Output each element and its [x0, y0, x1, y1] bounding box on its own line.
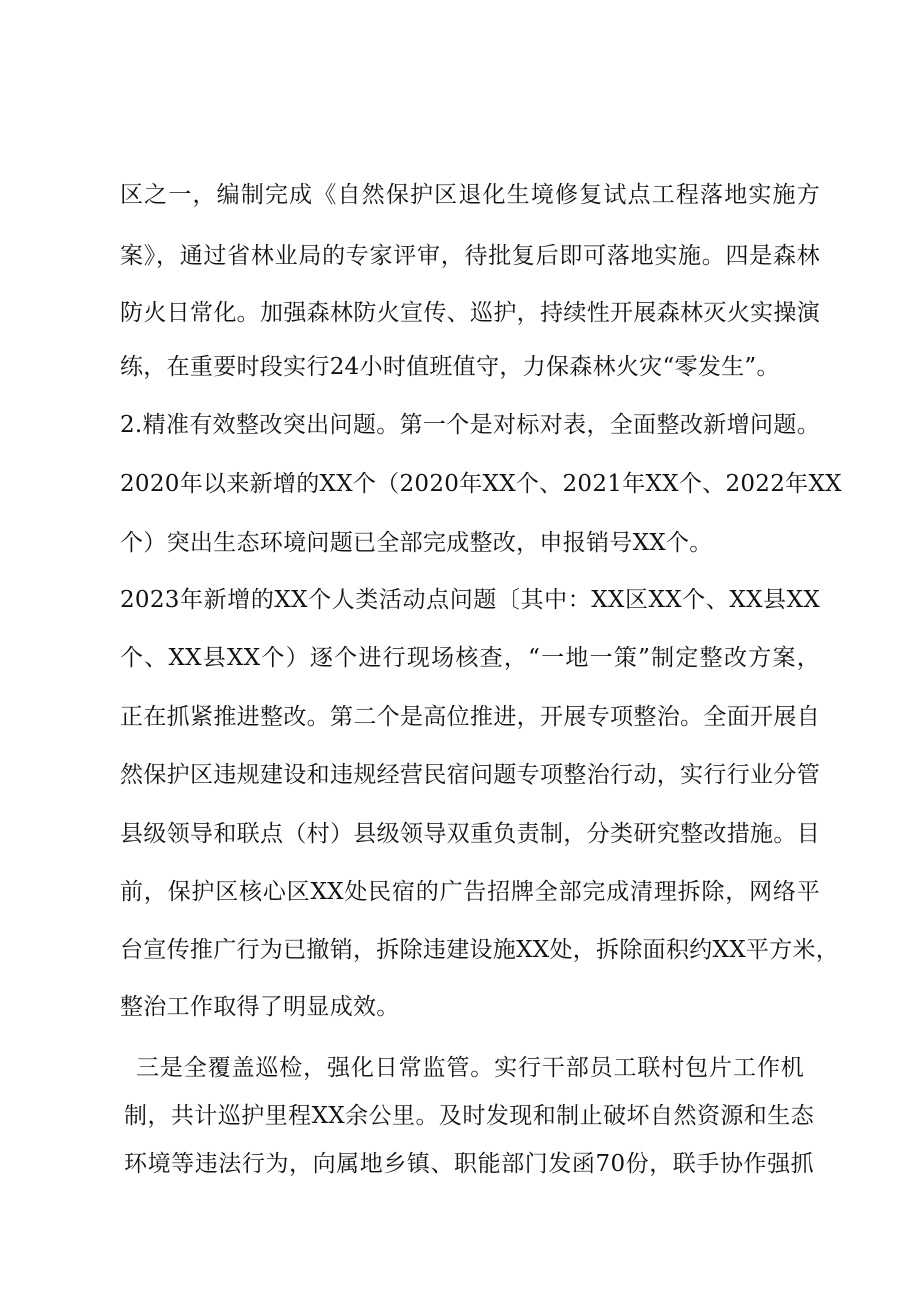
text-line: 前，保护区核心区XX处民宿的广告招牌全部完成清理拆除，网络平 — [120, 879, 820, 905]
text-line: 然保护区违规建设和违规经营民宿问题专项整治行动，实行行业分管 — [120, 762, 820, 788]
text-line: 县级领导和联点（村）县级领导双重负责制，分类研究整改措施。目 — [120, 821, 820, 847]
text-line: 练，在重要时段实行24小时值班值守，力保森林火灾“零发生”。 — [120, 354, 780, 380]
text-line: 三是全覆盖巡检，强化日常监管。实行干部员工联村包片工作机 — [136, 1055, 804, 1081]
text-line: 案》，通过省林业局的专家评审，待批复后即可落地实施。四是森林 — [120, 243, 820, 269]
section-heading-line: 2.精准有效整改突出问题。第一个是对标对表，全面整改新增问题。 — [120, 412, 820, 438]
text-line: 正在抓紧推进整改。第二个是高位推进，开展专项整治。全面开展自 — [120, 704, 820, 730]
text-line: 整治工作取得了明显成效。 — [120, 994, 400, 1020]
text-line: 环境等违法行为，向属地乡镇、职能部门发函70份，联手协作强抓 — [124, 1151, 814, 1177]
text-line: 2023年新增的XX个人类活动点问题〔其中：XX区XX个、XX县XX — [120, 587, 820, 613]
text-line: 个、XX县XX个）逐个进行现场核查，“一地一策”制定整改方案， — [120, 645, 820, 671]
text-line: 区之一，编制完成《自然保护区退化生境修复试点工程落地实施方 — [120, 182, 820, 208]
text-line: 2020年以来新增的XX个（2020年XX个、2021年XX个、2022年XX — [120, 471, 842, 497]
text-line: 制，共计巡护里程XX余公里。及时发现和制止破坏自然资源和生态 — [124, 1103, 814, 1129]
text-line: 台宣传推广行为已撤销，拆除违建设施XX处，拆除面积约XX平方米， — [120, 937, 840, 963]
text-line: 防火日常化。加强森林防火宣传、巡护，持续性开展森林灭火实操演 — [120, 300, 820, 326]
text-line: 个）突出生态环境问题已全部完成整改，申报销号XX个。 — [120, 530, 713, 556]
